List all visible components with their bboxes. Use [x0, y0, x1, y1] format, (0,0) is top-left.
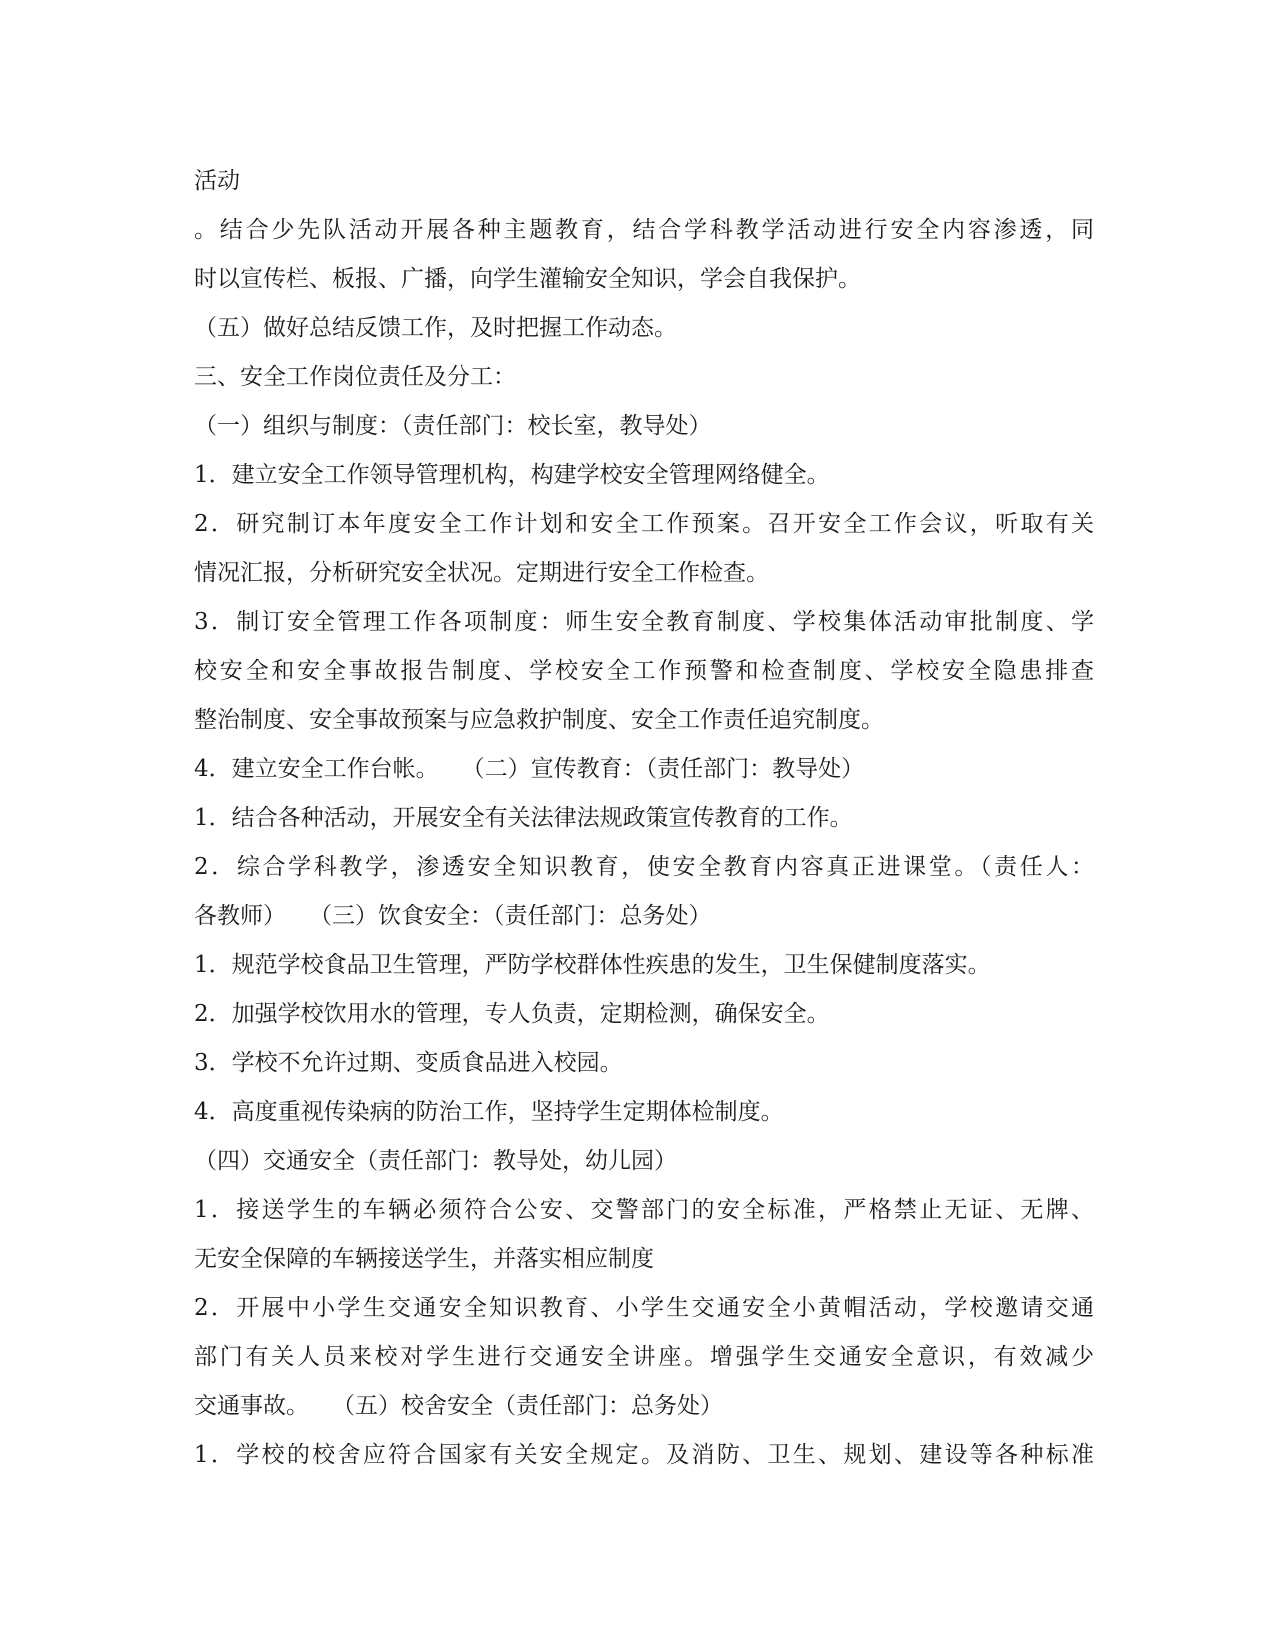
- text-line: 交通事故。 （五）校舍安全（责任部门：总务处）: [194, 1393, 723, 1419]
- text-line: 2．加强学校饮用水的管理，专人负责，定期检测，确保安全。: [194, 1001, 830, 1027]
- section-heading: 三、安全工作岗位责任及分工：: [194, 364, 516, 390]
- text-line: 校安全和安全事故报告制度、学校安全工作预警和检查制度、学校安全隐患排查: [194, 658, 1094, 684]
- text-line: 2．综合学科教学，渗透安全知识教育，使安全教育内容真正进课堂。（责任人：: [194, 854, 1094, 880]
- text-line: 情况汇报，分析研究安全状况。定期进行安全工作检查。: [194, 560, 769, 586]
- text-line: 4．高度重视传染病的防治工作，坚持学生定期体检制度。: [194, 1099, 784, 1125]
- text-line: 各教师） （三）饮食安全：（责任部门：总务处）: [194, 903, 712, 929]
- text-line: 1．建立安全工作领导管理机构，构建学校安全管理网络健全。: [194, 462, 830, 488]
- text-line: 2．开展中小学生交通安全知识教育、小学生交通安全小黄帽活动，学校邀请交通: [194, 1295, 1094, 1321]
- text-line: 1．规范学校食品卫生管理，严防学校群体性疾患的发生，卫生保健制度落实。: [194, 952, 991, 978]
- text-line: 2．研究制订本年度安全工作计划和安全工作预案。召开安全工作会议，听取有关: [194, 511, 1094, 537]
- text-line: 1．结合各种活动，开展安全有关法律法规政策宣传教育的工作。: [194, 805, 853, 831]
- text-line: 活动: [194, 168, 240, 194]
- text-line: 整治制度、安全事故预案与应急救护制度、安全工作责任追究制度。: [194, 707, 884, 733]
- document-body: [194, 157, 1094, 1480]
- text-line: 无安全保障的车辆接送学生，并落实相应制度: [194, 1246, 654, 1272]
- text-line: 4．建立安全工作台帐。 （二）宣传教育：（责任部门：教导处）: [194, 756, 865, 782]
- text-line: 1．学校的校舍应符合国家有关安全规定。及消防、卫生、规划、建设等各种标准: [194, 1442, 1094, 1468]
- text-line: 3．制订安全管理工作各项制度：师生安全教育制度、学校集体活动审批制度、学: [194, 609, 1094, 635]
- text-line: 。结合少先队活动开展各种主题教育，结合学科教学活动进行安全内容渗透，同: [194, 217, 1094, 243]
- subsection-heading: （一）组织与制度：（责任部门：校长室，教导处）: [194, 413, 712, 439]
- text-line: （五）做好总结反馈工作，及时把握工作动态。: [194, 315, 677, 341]
- text-line: 时以宣传栏、板报、广播，向学生灌输安全知识，学会自我保护。: [194, 266, 861, 292]
- text-line: 部门有关人员来校对学生进行交通安全讲座。增强学生交通安全意识，有效减少: [194, 1344, 1094, 1370]
- text-line: 1．接送学生的车辆必须符合公安、交警部门的安全标准，严格禁止无证、无牌、: [194, 1197, 1094, 1223]
- subsection-heading: （四）交通安全（责任部门：教导处，幼儿园）: [194, 1148, 677, 1174]
- text-line: 3．学校不允许过期、变质食品进入校园。: [194, 1050, 623, 1076]
